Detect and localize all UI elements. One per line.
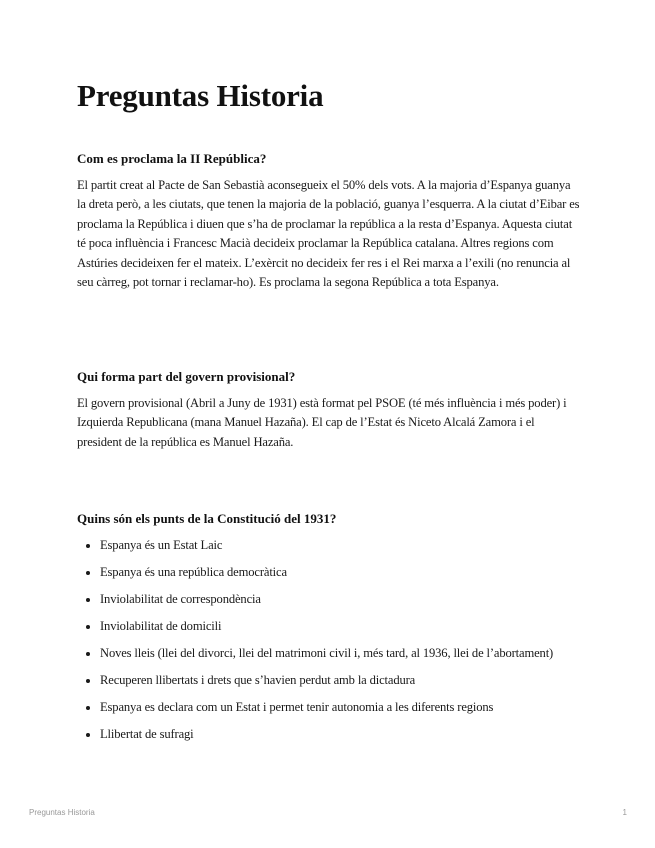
list-item — [77, 644, 617, 671]
answer-paragraph: El govern provisional (Abril a Juny de 1931) està format pel PSOE (té més influència i més poder) i Izquierda Republicana (mana Manuel Hazaña). El cap de l’Estat és Niceto Alcalá Zamora i el president de la república es Manuel Hazaña. — [77, 396, 567, 449]
list-item-text: Inviolabilitat de correspondència — [100, 592, 261, 606]
section-proclamation — [77, 150, 582, 292]
constitution-points-list — [77, 536, 617, 752]
list-item — [77, 536, 617, 563]
list-item — [77, 725, 617, 752]
list-item-text: Espanya és un Estat Laic — [100, 538, 223, 552]
bullet-icon — [86, 544, 90, 548]
bullet-icon — [86, 652, 90, 656]
list-item-text: Noves lleis (llei del divorci, llei del matrimoni civil i, més tard, al 1936, llei de l’abortament) — [100, 646, 554, 660]
footer-document-title: Preguntas Historia — [29, 808, 95, 817]
list-item-text: Inviolabilitat de domicili — [100, 619, 222, 633]
bullet-icon — [86, 598, 90, 602]
answer-paragraph: El partit creat al Pacte de San Sebastià aconsegueix el 50% dels vots. A la majoria d’Espanya guanya la dreta però, a les ciutats, que tenen la majoria de la població, guanya l’esquerra. A la ciutat d’Eibar es proclama la República i diuen que s’ha de proclamar la república a la resta d’Espanya. Aquesta ciutat té poca influència i Francesc Macià decideix proclamar la República catalana. Altres regions com Astúries decideixen fer el mateix. L’exèrcit no decideix fer res i el Rei marxa a l’exili (no renuncia al seu càrreg, pot tornar i reclamar-ho). Es proclama la segona República a tota Espanya. — [77, 178, 580, 290]
question-heading: Com es proclama la II República? — [77, 151, 267, 166]
list-item — [77, 698, 617, 725]
list-item — [77, 671, 617, 698]
list-item-text: Espanya és una república democràtica — [100, 565, 287, 579]
question-heading: Qui forma part del govern provisional? — [77, 369, 296, 384]
list-item — [77, 590, 617, 617]
bullet-icon — [86, 625, 90, 629]
list-item-text: Espanya es declara com un Estat i permet tenir autonomia a les diferents regions — [100, 700, 494, 714]
list-item — [77, 563, 617, 590]
bullet-icon — [86, 679, 90, 683]
section-provisional-government — [77, 368, 582, 452]
bullet-icon — [86, 571, 90, 575]
page-title: Preguntas Historia — [77, 78, 324, 113]
section-constitution — [77, 510, 617, 752]
list-item-text: Llibertat de sufragi — [100, 727, 194, 741]
bullet-icon — [86, 733, 90, 737]
bullet-icon — [86, 706, 90, 710]
list-item — [77, 617, 617, 644]
footer-page-number: 1 — [622, 808, 627, 817]
list-item-text: Recuperen llibertats i drets que s’havien perdut amb la dictadura — [100, 673, 416, 687]
question-heading: Quins són els punts de la Constitució del 1931? — [77, 511, 337, 526]
